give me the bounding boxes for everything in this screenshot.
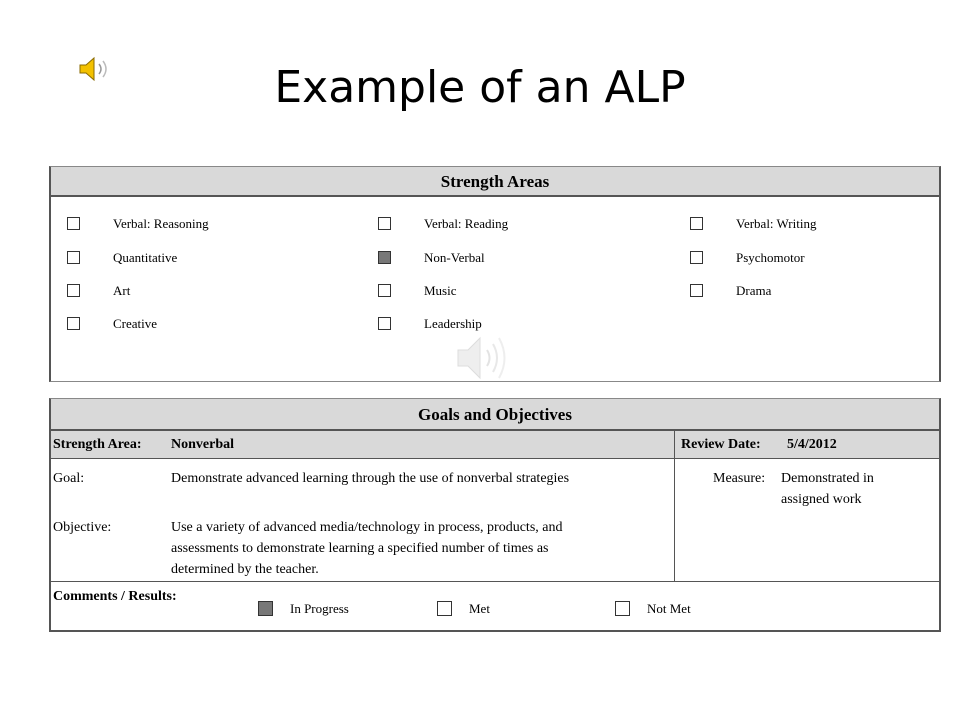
checkbox-box-checked[interactable]: [258, 601, 273, 616]
checkbox-label: Creative: [113, 316, 158, 331]
checkbox-label: Verbal: Writing: [736, 216, 817, 231]
goal-label: Goal:: [53, 471, 85, 486]
checkbox-box-checked[interactable]: [378, 251, 391, 264]
checkbox-box[interactable]: [615, 601, 630, 616]
measure-label: Measure:: [713, 471, 766, 486]
goals-objectives-header: Goals and Objectives: [51, 399, 939, 431]
checkbox-box[interactable]: [378, 317, 391, 330]
checkbox-box[interactable]: [690, 284, 703, 297]
strength-area-row: [51, 431, 939, 459]
goals-objectives-section: [49, 398, 941, 632]
objective-text-line-1: Use a variety of advanced media/technology in process, products, and: [171, 520, 563, 535]
checkbox-box[interactable]: [437, 601, 452, 616]
checkbox-label: Drama: [736, 283, 772, 298]
checkbox-box[interactable]: [67, 251, 80, 264]
result-label: Not Met: [647, 601, 691, 616]
checkbox-box[interactable]: [67, 317, 80, 330]
review-date-label: Review Date:: [681, 437, 761, 452]
result-label: Met: [469, 601, 490, 616]
slide-title: Example of an ALP: [274, 62, 686, 113]
objective-text-line-3: determined by the teacher.: [171, 562, 319, 577]
strength-areas-header: Strength Areas: [51, 167, 939, 197]
objective-text-line-2: assessments to demonstrate learning a specified number of times as: [171, 541, 549, 556]
checkbox-label: Non-Verbal: [424, 250, 485, 265]
checkbox-label: Leadership: [424, 316, 482, 331]
review-date-value: 5/4/2012: [787, 437, 837, 452]
checkbox-label: Verbal: Reading: [424, 216, 509, 231]
goal-text: Demonstrate advanced learning through the use of nonverbal strategies: [171, 471, 570, 486]
strength-area-value: Nonverbal: [171, 437, 234, 452]
result-label: In Progress: [290, 601, 349, 616]
column-divider: [674, 431, 675, 581]
checkbox-box[interactable]: [378, 217, 391, 230]
measure-text-line-2: assigned work: [781, 492, 862, 507]
checkbox-box[interactable]: [378, 284, 391, 297]
checkbox-label: Verbal: Reasoning: [113, 216, 209, 231]
checkbox-box[interactable]: [690, 217, 703, 230]
comments-results-label: Comments / Results:: [53, 589, 177, 604]
checkbox-box[interactable]: [67, 284, 80, 297]
checkbox-label: Psychomotor: [736, 250, 805, 265]
row-divider: [51, 581, 939, 582]
speaker-icon[interactable]: [78, 55, 112, 83]
objective-label: Objective:: [53, 520, 112, 535]
measure-text-line-1: Demonstrated in: [781, 471, 874, 486]
speaker-icon[interactable]: [454, 330, 510, 386]
checkbox-box[interactable]: [67, 217, 80, 230]
checkbox-label: Art: [113, 283, 131, 298]
strength-area-label: Strength Area:: [53, 437, 142, 452]
checkbox-label: Music: [424, 283, 457, 298]
checkbox-box[interactable]: [690, 251, 703, 264]
checkbox-label: Quantitative: [113, 250, 178, 265]
